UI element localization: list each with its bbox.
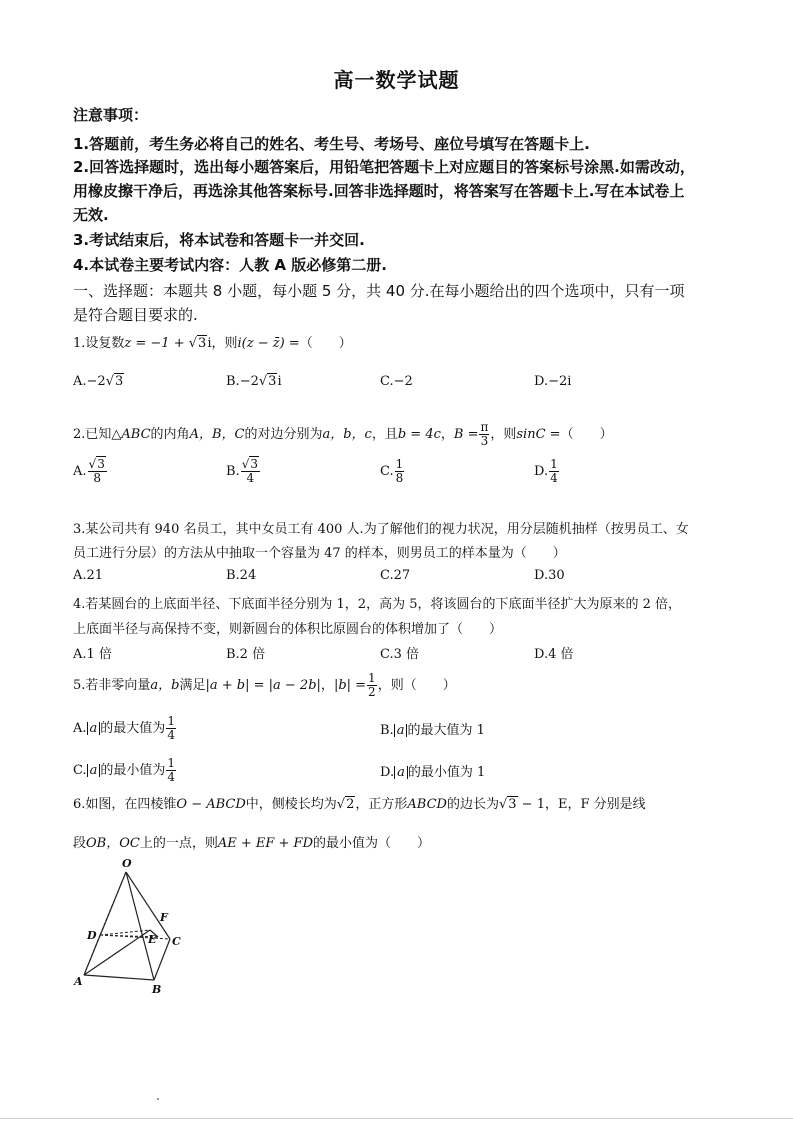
q5-option-b-abs: a [394, 724, 408, 737]
notice-2-cont: 用橡皮擦干净后，再选涂其他答案标号.回答非选择题时，将答案写在答题卡上.写在本试卷上 [73, 182, 685, 200]
q6-line2-pre: 段 [73, 836, 87, 851]
q1-mid: ，则 [211, 336, 238, 351]
q5-bnorm: |b| = [333, 678, 367, 693]
q5-cond: |a + b| = |a − 2b| [205, 678, 321, 693]
q1-option-b-value: −2 [239, 374, 259, 389]
q2-option-c-num: 1 [395, 457, 404, 471]
q1-option-a-value: −2 [86, 374, 106, 389]
q1-option-b[interactable]: B.−2√3i [226, 374, 282, 389]
q2-option-d[interactable] [534, 458, 560, 485]
q4-option-b[interactable]: B.2 倍 [226, 647, 266, 662]
q2-option-d-num: 1 [550, 457, 558, 471]
q5-option-a[interactable] [73, 715, 177, 742]
q1-option-b-rad: 3 [268, 374, 277, 389]
q2-tri: △ABC [111, 427, 151, 442]
q5-pre: 5.若非零向量 [73, 678, 151, 693]
q3-option-a[interactable]: A.21 [73, 568, 104, 583]
q6-line2-mid: 上的一点，则 [139, 836, 218, 851]
q1-option-b-label: B. [226, 374, 240, 389]
q6-post: ，E，F 分别是线 [544, 797, 646, 812]
q6-mid: 中，侧棱长均为 [245, 797, 337, 812]
label-f: F [160, 911, 168, 924]
q5-option-d-label: D. [380, 765, 395, 780]
q2-option-c[interactable] [380, 458, 405, 485]
q5-mid: 满足 [179, 678, 206, 693]
q6-expr: AE + EF + FD [217, 836, 314, 851]
q5-vecs: a，b [150, 678, 180, 693]
label-e: E [148, 933, 157, 946]
q5-option-a-den: 4 [167, 728, 175, 742]
q5-option-d-abs: a [394, 766, 408, 779]
question-3: 3.某公司共有 940 名员工，其中女员工有 400 人.为了解他们的视力状况，用分层随机抽样（按男员工、女 [73, 522, 689, 537]
q2-pi: π [480, 420, 489, 434]
notice-heading: 注意事项： [73, 106, 149, 124]
q5-option-d[interactable] [380, 761, 485, 780]
q5-option-a-label: A. [73, 721, 87, 736]
q6-rad2: 3 [508, 797, 517, 812]
question-4-cont: 上底面半径与高保持不变，则新圆台的体积比原圆台的体积增加了（ ） [73, 622, 503, 637]
q1-option-a[interactable]: A.−2√3 [73, 374, 124, 389]
q1-option-a-label: A. [73, 374, 87, 389]
q2-sides: a，b，c [322, 427, 372, 442]
q6-mid2: ，正方形 [355, 797, 408, 812]
q2-option-b-label: B. [226, 464, 240, 479]
question-1: 1.设复数z = −1 + √3i，则i(z − z̄) =（ ） [73, 336, 352, 351]
question-6: 6.如图，在四棱锥O − ABCD中，侧棱长均为√2，正方形ABCD的边长为√3 − 1，E，F 分别是线 [73, 797, 646, 812]
q2-option-b-num: 3 [250, 457, 258, 471]
q5-option-c-label: C. [73, 763, 87, 778]
q1-option-c[interactable] [380, 374, 413, 389]
question-4: 4.若某圆台的上底面半径、下底面半径分别为 1，2，高为 5，将该圆台的下底面半径扩大为原来的 2 倍， [73, 597, 682, 612]
q2-fraction [479, 421, 489, 448]
question-5 [73, 672, 456, 699]
q5-option-b[interactable] [380, 719, 485, 738]
label-d: D [87, 929, 97, 942]
q2-paren: （ ） [560, 427, 613, 442]
q3-option-d[interactable]: D.30 [534, 568, 565, 583]
label-c: C [172, 935, 181, 948]
notice-3: 3.考试结束后，将本试卷和答题卡一并交回. [73, 231, 365, 249]
q5-option-b-text: 的最大值为 1 [407, 723, 485, 738]
q1-paren: （ ） [299, 336, 352, 351]
q1-expr: z = −1 + [124, 336, 189, 351]
q1-option-c-label: C. [380, 374, 394, 389]
label-b: B [152, 983, 162, 995]
q2-ask: sinC = [516, 427, 561, 442]
page-bottom-rule [0, 1118, 793, 1119]
q5-num: 1 [368, 671, 376, 685]
edge-bc [154, 939, 170, 980]
q5-option-a-num: 1 [167, 714, 175, 728]
question-6-cont [73, 832, 430, 851]
q5-comma: ， [320, 678, 334, 693]
q3-option-c[interactable]: C.27 [380, 568, 411, 583]
notice-1: 1.答题前，考生务必将自己的姓名、考生号、考场号、座位号填写在答题卡上. [73, 135, 590, 153]
edge-oc [126, 872, 170, 939]
q6-mid3: 的边长为 [446, 797, 499, 812]
q2-text2: 的内角 [150, 427, 190, 442]
notice-4: 4.本试卷主要考试内容：人教 A 版必修第二册. [73, 256, 387, 274]
q5-option-c-den: 4 [167, 770, 176, 784]
scan-dot [157, 1098, 159, 1100]
pyramid-figure [70, 855, 200, 995]
q2-text4: ，且 [371, 427, 398, 442]
q4-option-c[interactable]: C.3 倍 [380, 647, 420, 662]
q6-pyr: O − ABCD [176, 797, 246, 812]
q5-option-c[interactable] [73, 757, 177, 784]
q2-vars: A，B，C [189, 427, 245, 442]
q6-seg: OB，OC [86, 836, 140, 851]
q1-option-a-rad: 3 [115, 374, 124, 389]
q5-option-c-abs: a [87, 764, 101, 777]
section-heading: 一、选择题：本题共 8 小题，每小题 5 分，共 40 分.在每小题给出的四个选项中，只有一项 [73, 282, 685, 300]
q2-option-d-label: D. [534, 464, 549, 479]
q5-option-c-num: 1 [167, 756, 176, 770]
q5-option-c-text: 的最小值为 [100, 763, 166, 778]
q4-option-a[interactable]: A.1 倍 [73, 647, 112, 662]
q2-option-a-num: 3 [97, 457, 105, 471]
q1-pre: 1.设复数 [73, 336, 125, 351]
q5-fraction [367, 672, 377, 699]
q2-option-b-den: 4 [246, 471, 255, 485]
question-3-cont: 员工进行分层）的方法从中抽取一个容量为 47 的样本，则男员工的样本量为（ ） [73, 546, 566, 561]
q5-option-d-text: 的最小值为 1 [407, 765, 486, 780]
q1-option-b-i: i [277, 374, 282, 389]
q2-option-c-den: 8 [395, 471, 404, 485]
q2-option-c-label: C. [380, 464, 394, 479]
notice-2: 2.回答选择题时，选出每小题答案后，用铅笔把答题卡上对应题目的答案标号涂黑.如需改动， [73, 158, 695, 176]
question-2 [73, 421, 613, 448]
q6-rad1: 2 [346, 797, 355, 812]
label-o: O [122, 857, 132, 870]
page-title: 高一数学试题 [333, 68, 460, 92]
q1-expr2: i(z − z̄) = [237, 336, 300, 351]
q2-cond1: b = 4c [397, 427, 441, 442]
q6-line2-post: 的最小值为（ ） [313, 836, 431, 851]
q2-cond2: B = [453, 427, 479, 442]
q2-text1: 2.已知 [73, 427, 112, 442]
q2-option-b[interactable]: B. $\frac{√3}{4}$ [226, 457, 258, 485]
q2-option-d-den: 4 [550, 471, 558, 485]
q1-rad: 3 [198, 336, 207, 351]
edge-ob [126, 872, 154, 980]
q2-text5: ， [440, 427, 454, 442]
q2-option-a-label: A. [73, 464, 87, 479]
q5-option-b-label: B. [380, 723, 394, 738]
section-heading-cont: 是符合题目要求的. [73, 306, 198, 324]
q4-option-d[interactable]: D.4 倍 [534, 647, 574, 662]
q2-option-a[interactable]: A. $\frac{√3}{8}$ [73, 457, 105, 485]
notice-2-end: 无效. [73, 206, 109, 224]
q1-i: i [207, 336, 212, 351]
edge-ab [84, 975, 154, 980]
q5-option-a-text: 的最大值为 [100, 721, 166, 736]
q5-den: 2 [368, 685, 376, 699]
q6-minus1: − 1 [517, 797, 545, 812]
label-a: A [74, 975, 83, 988]
q2-text3: 的对边分别为 [244, 427, 323, 442]
q1-option-c-value: −2 [393, 374, 413, 389]
q2-text6: ，则 [490, 427, 517, 442]
q6-sq: ABCD [407, 797, 447, 812]
q5-post: ，则（ ） [377, 678, 456, 693]
q1-option-d-value: −2i [548, 374, 572, 389]
q2-three: 3 [480, 434, 489, 448]
q6-pre: 6.如图，在四棱锥 [73, 797, 177, 812]
q1-option-d[interactable] [534, 374, 571, 389]
q3-option-b[interactable]: B.24 [226, 568, 257, 583]
q1-option-d-label: D. [534, 374, 549, 389]
q2-option-a-den: 8 [93, 471, 101, 485]
q5-option-a-abs: a [87, 722, 101, 735]
